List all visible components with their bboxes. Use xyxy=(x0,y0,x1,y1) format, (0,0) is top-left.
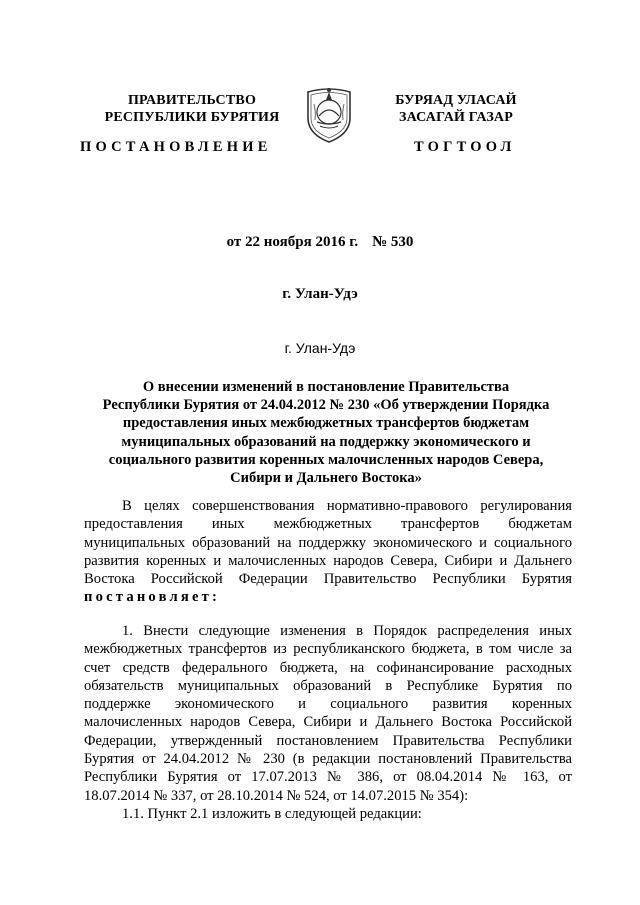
title-line: муниципальных образований на поддержку экономического и xyxy=(121,433,531,450)
preamble-line: Востока Российской Федерации Правительство Республики Бурятия xyxy=(84,571,572,588)
header-left-line2: РЕСПУБЛИКИ БУРЯТИЯ xyxy=(104,110,280,125)
title-line: предоставления иных межбюджетных трансфертов бюджетам xyxy=(122,415,530,432)
title-line: социального развития коренных малочисленных народов Севера, xyxy=(108,451,544,468)
clause-1-paragraph xyxy=(84,622,572,805)
clause-line: 1. Внести следующие изменения в Порядок распределения иных xyxy=(122,623,572,639)
title-line: Сибири и Дальнего Востока» xyxy=(230,470,422,487)
clause-line: Республики Бурятия от 17.07.2013 № 386, от 08.04.2014 № 163, от xyxy=(84,769,572,786)
city-plain: г. Улан-Удэ xyxy=(284,340,356,356)
clause-line: счет средств федерального бюджета, на софинансирование расходных xyxy=(84,659,572,676)
clause-line: малочисленных народов Севера, Сибири и Дальнего Востока Российской xyxy=(84,714,572,731)
header-left-line1: ПРАВИТЕЛЬСТВО xyxy=(127,93,257,108)
decree-date-number xyxy=(0,234,640,251)
header-right-line2: ЗАСАГАЙ ГАЗАР xyxy=(398,110,513,125)
clause-line: межбюджетных трансфертов из республиканского бюджета, в том числе за xyxy=(84,641,572,658)
preamble-line: развития коренных и малочисленных народов Севера, Сибири и Дальнего xyxy=(84,552,572,569)
header-right-line1: БУРЯАД УЛАСАЙ xyxy=(395,93,517,108)
clause-line: поддержке экономического и социального развития коренных xyxy=(84,696,572,713)
title-line: О внесении изменений в постановление Правительства xyxy=(142,379,510,395)
clause-line: обязательств муниципальных образований в Республике Бурятия по xyxy=(84,677,572,694)
doctype-russian: ПОСТАНОВЛЕНИЕ xyxy=(80,139,272,155)
clause-line: Федерации, утвержденный постановлением Правительства Республики xyxy=(84,732,572,749)
doctype-buryat: ТОГТООЛ xyxy=(414,139,516,155)
preamble-line: В целях совершенствования нормативно-правового регулирования xyxy=(122,498,572,514)
coat-of-arms-icon xyxy=(302,82,356,144)
header-left-russian xyxy=(92,92,292,126)
clause-1-1-paragraph xyxy=(84,805,572,823)
clause-1-1-text: 1.1. Пункт 2.1 изложить в следующей редакции: xyxy=(122,806,422,822)
preamble-line: муниципальных образований на поддержку экономического и социального xyxy=(84,534,572,551)
header-right-buryat xyxy=(356,92,556,126)
decree-word: постановляет: xyxy=(84,589,221,606)
preamble-paragraph xyxy=(84,497,572,607)
clause-line: 18.07.2014 № 337, от 28.10.2014 № 524, от 14.07.2015 № 354): xyxy=(84,787,469,804)
document-title xyxy=(84,378,568,487)
city-bold: г. Улан-Удэ xyxy=(282,286,358,302)
preamble-line: предоставления иных межбюджетных трансфертов бюджетам xyxy=(84,516,572,533)
clause-line: Бурятия от 24.04.2012 № 230 (в редакции постановлений Правительства xyxy=(84,751,572,768)
decree-date: от 22 ноября 2016 г. xyxy=(226,234,359,250)
title-line: Республики Бурятия от 24.04.2012 № 230 «Об утверждении Порядка xyxy=(102,397,550,414)
decree-number: № 530 xyxy=(372,234,414,250)
